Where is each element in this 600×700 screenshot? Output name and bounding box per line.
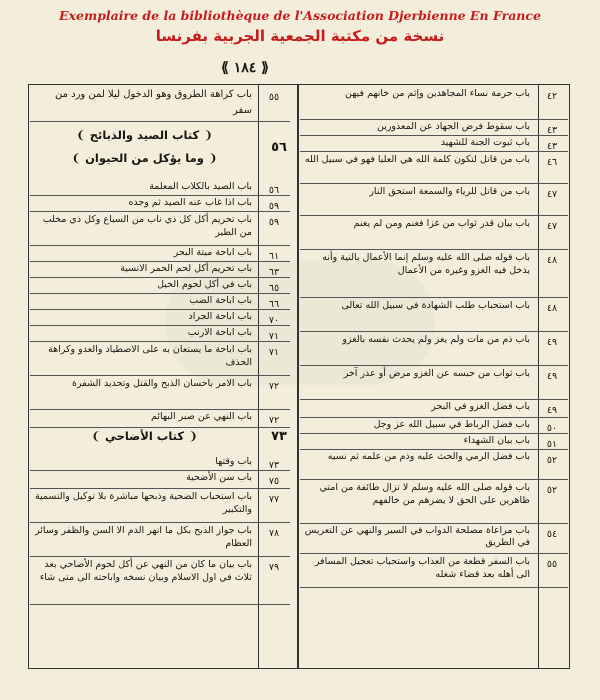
entry-page-number: ٤٧ (546, 189, 558, 200)
list-item (300, 216, 568, 250)
entry-title: باب فضل الغزو في البحر (431, 401, 530, 412)
entry-page-number: ٧٢ (268, 415, 280, 426)
entry-title: باب جواز الذبح بكل ما انهر الدم الا السن والظفر وسائر العظام (35, 525, 252, 549)
entry-page-number: ٧١ (268, 347, 280, 358)
entry-page-number: ٤٢ (546, 91, 558, 102)
list-item (300, 120, 568, 136)
entry-title: باب تحريم أكل كل ذي ناب من السباع وكل ذي مخلب من الطير (42, 214, 252, 238)
entry-page-number: ٤٣ (546, 125, 558, 136)
entry-title: باب اباحة ميتة البحر (173, 247, 252, 258)
entry-page-number: ٤٨ (546, 255, 558, 266)
entry-title: باب من قاتل للرياء والسمعة استحق النار (369, 186, 530, 197)
banner-french: Exemplaire de la bibliothèque de l'Association Djerbienne En France (59, 8, 541, 23)
list-item (300, 152, 568, 184)
list-item (300, 418, 568, 434)
entry-page-number: ٤٣ (546, 141, 558, 152)
entry-title: باب السفر قطعة من العذاب واستحباب تعجيل المسافر الى أهله بعد قضاء شغله (314, 556, 530, 580)
list-item (300, 366, 568, 400)
entry-page-number: ٤٨ (546, 303, 558, 314)
list-item (30, 489, 290, 523)
entry-title: باب ثواب من حبسه عن الغزو مرض أو عذر آخر (343, 368, 530, 379)
entry-title: باب فضل الرمي والحث عليه وذم من علمه ثم نسيه (327, 451, 530, 462)
entry-page-number: ٥٢ (546, 455, 558, 466)
entry-page-number: ٥٤ (546, 529, 558, 540)
entry-page-number: ٦٣ (268, 267, 280, 278)
entry-page-number: ٦٦ (268, 299, 280, 310)
entry-title: باب وقتها (215, 456, 252, 467)
section-header-sacrifice: ٧٣ ❨ كتاب الأضاحي ❩ (30, 421, 295, 451)
entry-page-number: ٧٣ (268, 460, 280, 471)
entry-title: باب من قاتل لتكون كلمة الله هي العليا فهو في سبيل الله (304, 154, 530, 165)
entry-page-number: ٧١ (268, 331, 280, 342)
entry-title: باب في أكل لحوم الخيل (157, 279, 252, 290)
section-header-hunting: ٥٦ ❨ كتاب الصيد والذبائح ❩ ❨ وما يؤكل من الحيوان ❩ (30, 124, 295, 176)
list-item (30, 557, 290, 605)
section-page-number: ٧٣ (271, 429, 287, 444)
entry-title: باب النهي عن صبر البهائم (151, 411, 252, 422)
entry-page-number: ٥٠ (546, 423, 558, 434)
entry-page-number: ٦٥ (268, 283, 280, 294)
entry-title: باب بيان قدر ثواب من غزا فغنم ومن لم يغنم (353, 218, 530, 229)
entry-page-number: ٥٢ (546, 485, 558, 496)
list-item (30, 376, 290, 410)
list-item (300, 184, 568, 216)
entry-title: باب سقوط فرض الجهاد عن المعذورين (376, 121, 530, 132)
list-item (30, 523, 290, 557)
list-item (300, 524, 568, 554)
list-item (30, 294, 290, 310)
entry-page-number: ٧٢ (268, 381, 280, 392)
section-subtitle: وما يؤكل من الحيوان (85, 151, 204, 165)
entry-page-number: ٧٨ (268, 528, 280, 539)
entry-title: باب كراهة الطروق وهو الدخول ليلا لمن ورد من سفر (54, 89, 252, 116)
list-item (30, 246, 290, 262)
list-item (30, 278, 290, 294)
list-item (300, 554, 568, 588)
list-item (30, 342, 290, 376)
list-item (30, 196, 290, 212)
entry-title: باب ثبوت الجنة للشهيد (440, 137, 530, 148)
entry-title: باب ذم من مات ولم يغز ولم يحدث نفسه بالغزو (342, 334, 530, 345)
section-title: كتاب الأضاحي (104, 429, 185, 443)
page-number-value: ١٨٤ (233, 60, 257, 76)
entry-page-number: ٧٥ (268, 476, 280, 487)
entry-title: باب تحريم أكل لحم الحمر الانسية (120, 263, 252, 274)
center-divider (297, 84, 299, 669)
entry-title: باب سن الأضحية (186, 472, 252, 483)
list-item (300, 86, 568, 120)
list-item (300, 250, 568, 298)
entry-title: باب بيان ما كان من النهي عن أكل لحوم الأضاحي بعد ثلاث في اول الاسلام وبيان نسخه واباحته الى متى شاء (39, 559, 252, 583)
entry-title: باب قوله صلى الله عليه وسلم لا تزال طائفة من امتي ظاهرين على الحق لا يضرهم من خالفهم (319, 482, 530, 506)
entry-title: باب الصيد بالكلاب المعلمة (149, 181, 252, 192)
entry-title: باب استحباب طلب الشهادة في سبيل الله تعالى (341, 300, 530, 311)
entry-page-number: ٤٩ (546, 405, 558, 416)
entry-page-number: ٥٩ (268, 201, 280, 212)
entry-page-number: ٥٥ (546, 559, 558, 570)
entry-title: باب قوله صلى الله عليه وسلم إنما الأعمال بالنية وأنه يدخل فيه الغزو وغيره من الأعمال (322, 252, 530, 276)
entry-page-number: ٤٩ (546, 337, 558, 348)
entry-page-number: ٧٠ (268, 315, 280, 326)
list-item (300, 480, 568, 524)
entry-page-number: ٥٦ (268, 185, 280, 196)
entry-title: باب اباحة الضب (189, 295, 252, 306)
entry-page-number: ٤٩ (546, 371, 558, 382)
list-item (300, 450, 568, 480)
list-item (30, 471, 290, 489)
entry-title: باب اباحة الارنب (187, 327, 252, 338)
banner-arabic: نسخة من مكتبة الجمعية الجربية بفرنسا (155, 27, 445, 45)
entry-title: باب استحباب الضحية وذبحها مباشرة بلا توكيل والتسمية والتكبير (34, 491, 252, 515)
entry-title: باب اباحة الجراد (188, 311, 252, 322)
page-number: ⟪ ١٨٤ ⟫ (221, 60, 269, 76)
entry-title: باب اباحة ما يستعان به على الاصطياد والعدو وكراهة الحذف (48, 344, 252, 368)
list-item (30, 455, 290, 471)
list-item (300, 298, 568, 332)
entry-page-number: ٥٥ (268, 92, 280, 103)
list-item (30, 326, 290, 342)
section-title: كتاب الصيد والذبائح (89, 128, 200, 142)
entry-page-number: ٥١ (546, 439, 558, 450)
list-item (30, 310, 290, 326)
list-item (300, 332, 568, 366)
entry-page-number: ٧٩ (268, 562, 280, 573)
entry-page-number: ٧٧ (268, 494, 280, 505)
entry-title: باب الامر باحسان الذبح والقتل وتحديد الشفرة (71, 378, 252, 389)
entry-title: باب فضل الرباط في سبيل الله عز وجل (373, 419, 530, 430)
entry-page-number: ٤٧ (546, 221, 558, 232)
list-item (300, 136, 568, 152)
list-item (30, 86, 290, 122)
entry-page-number: ٥٩ (268, 217, 280, 228)
entry-title: باب حرمة نساء المجاهدين وإثم من خانهم فيهن (345, 88, 530, 99)
entry-title: باب اذا غاب عنه الصيد ثم وجده (128, 197, 252, 208)
entry-title: باب بيان الشهداء (463, 435, 530, 446)
section-page-number: ٥٦ (271, 140, 287, 155)
list-item (300, 400, 568, 418)
entry-page-number: ٦١ (268, 251, 280, 262)
list-item (30, 262, 290, 278)
entry-page-number: ٤٦ (546, 157, 558, 168)
list-item (30, 212, 290, 246)
list-item (300, 434, 568, 450)
entry-title: باب مراعاة مصلحة الدواب في السير والنهي عن التعريس في الطريق (304, 525, 530, 548)
list-item (30, 180, 290, 196)
